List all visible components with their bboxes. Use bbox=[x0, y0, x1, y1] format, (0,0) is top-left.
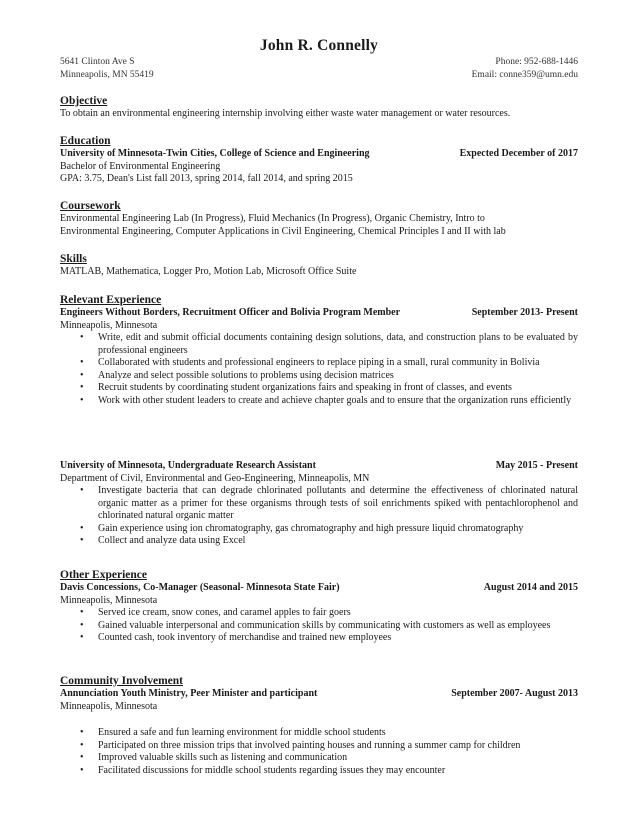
degree: Bachelor of Environmental Engineering bbox=[60, 160, 221, 172]
bullet-item: • Investigate bacteria that can degrade chlorinated pollutants and determine the effectiveness of chlorinated natural organic matter as a primer for these organisms through tests of soil enrichments spiked with pentachlorophenol and chlorinated natural organic matter bbox=[80, 485, 578, 521]
relevant-experience-heading: Relevant Experience bbox=[60, 294, 162, 306]
bullet-item: • Facilitated discussions for middle school students regarding issues they may encounter bbox=[80, 764, 446, 776]
bullet-glyph: • bbox=[80, 607, 84, 618]
bullet-item: • Gain experience using ion chromatography, gas chromatography and high pressure liquid chromatography bbox=[80, 522, 524, 534]
address-line-1: 5641 Clinton Ave S bbox=[60, 57, 135, 67]
bullet-item: • Work with other student leaders to create and achieve chapter goals and to ensure that the organization runs efficiently bbox=[80, 394, 572, 406]
job-date: September 2007- August 2013 bbox=[451, 688, 578, 699]
bullet-item: • Participated on three mission trips that involved painting houses and running a summer camp for children bbox=[80, 739, 521, 751]
bullet-item: • Counted cash, took inventory of merchandise and trained new employees bbox=[80, 632, 392, 643]
community-involvement-heading: Community Involvement bbox=[60, 675, 183, 687]
job-title: Engineers Without Borders, Recruitment Officer and Bolivia Program Member bbox=[60, 307, 401, 318]
job-location: Minneapolis, Minnesota bbox=[60, 319, 158, 331]
bullet-item: • Improved valuable skills such as listening and communication bbox=[80, 752, 348, 763]
job-date: September 2013- Present bbox=[471, 307, 578, 318]
community-involvement-section bbox=[60, 674, 578, 777]
bullet-item: • Collect and analyze data using Excel bbox=[80, 535, 246, 546]
coursework-section bbox=[60, 199, 578, 238]
skills-text: MATLAB, Mathematica, Logger Pro, Motion Lab, Microsoft Office Suite bbox=[60, 266, 357, 277]
job-title: Davis Concessions, Co-Manager (Seasonal- Minnesota State Fair) bbox=[60, 582, 340, 593]
job-header bbox=[60, 688, 578, 701]
job-header bbox=[60, 460, 578, 473]
gpa: GPA: 3.75, Dean's List fall 2013, spring 2014, fall 2014, and spring 2015 bbox=[60, 173, 353, 184]
bullet-glyph: • bbox=[80, 394, 84, 406]
coursework-line-1: Environmental Engineering Lab (In Progress), Fluid Mechanics (In Progress), Organic Chemistry, Intro to bbox=[60, 213, 485, 224]
applicant-name: John R. Connelly bbox=[259, 37, 379, 54]
other-experience-heading: Other Experience bbox=[60, 569, 147, 581]
bullet-glyph: • bbox=[80, 764, 84, 776]
bullet-item: • Collaborated with students and professional engineers to replace piping in a small, rural community in Bolivia bbox=[80, 357, 540, 368]
bullet-glyph: • bbox=[80, 632, 84, 643]
job-bullets bbox=[60, 727, 578, 777]
bullet-glyph: • bbox=[80, 727, 84, 738]
bullet-glyph: • bbox=[80, 619, 84, 631]
job-bullets bbox=[60, 332, 578, 407]
job-location: Minneapolis, Minnesota bbox=[60, 594, 158, 606]
coursework-line-2: Environmental Engineering, Computer Applications in Civil Engineering, Chemical Principles I and II with lab bbox=[60, 225, 506, 237]
job-header bbox=[60, 582, 578, 595]
bullet-glyph: • bbox=[80, 369, 84, 381]
graduation-date: Expected December of 2017 bbox=[459, 148, 578, 159]
objective-section bbox=[60, 94, 578, 121]
bullet-glyph: • bbox=[80, 739, 84, 751]
other-experience-section bbox=[60, 568, 578, 645]
bullet-item: • Write, edit and submit official documents containing design solutions, data, and construction plans to be evaluated by professional engineers bbox=[80, 332, 578, 356]
job-location: Department of Civil, Environmental and Geo-Engineering, Minneapolis, MN bbox=[60, 472, 370, 484]
bullet-item: • Served ice cream, snow cones, and caramel apples to fair goers bbox=[80, 607, 351, 618]
education-school-row bbox=[60, 148, 578, 161]
job-date: August 2014 and 2015 bbox=[483, 582, 578, 593]
address-line-2: Minneapolis, MN 55419 bbox=[60, 70, 154, 80]
bullet-item: • Gained valuable interpersonal and communication skills by communicating with customers as well as employees bbox=[80, 619, 551, 631]
job-title: University of Minnesota, Undergraduate Research Assistant bbox=[60, 460, 316, 471]
skills-heading: Skills bbox=[60, 253, 87, 265]
bullet-glyph: • bbox=[80, 752, 84, 763]
education-heading: Education bbox=[60, 135, 111, 147]
bullet-glyph: • bbox=[80, 535, 84, 546]
relevant-experience-section bbox=[60, 293, 578, 407]
education-section bbox=[60, 134, 578, 186]
job-title: Annunciation Youth Ministry, Peer Minister and participant bbox=[60, 688, 318, 699]
bullet-glyph: • bbox=[80, 332, 84, 343]
bullet-item: • Analyze and select possible solutions to problems using decision matrices bbox=[80, 369, 394, 381]
job-header bbox=[60, 307, 578, 320]
bullet-glyph: • bbox=[80, 357, 84, 368]
phone: Phone: 952-688-1446 bbox=[495, 57, 578, 67]
research-job bbox=[60, 460, 578, 548]
bullet-glyph: • bbox=[80, 522, 84, 534]
school-name: University of Minnesota-Twin Cities, College of Science and Engineering bbox=[60, 148, 370, 159]
bullet-glyph: • bbox=[80, 382, 84, 393]
job-date: May 2015 - Present bbox=[495, 460, 578, 471]
coursework-heading: Coursework bbox=[60, 200, 121, 212]
objective-text: To obtain an environmental engineering internship involving either waste water management or water resources. bbox=[60, 108, 511, 119]
contact-block bbox=[60, 56, 578, 82]
bullet-item: • Recruit students by coordinating student organizations fairs and speaking in front of classes, and events bbox=[80, 382, 512, 393]
bullet-item: • Ensured a safe and fun learning environment for middle school students bbox=[80, 727, 386, 738]
objective-heading: Objective bbox=[60, 95, 108, 107]
job-location: Minneapolis, Minnesota bbox=[60, 700, 158, 712]
job-bullets bbox=[60, 485, 578, 548]
skills-section bbox=[60, 252, 578, 279]
job-bullets bbox=[60, 607, 578, 645]
email: Email: conne359@umn.edu bbox=[471, 70, 578, 80]
bullet-glyph: • bbox=[80, 485, 84, 496]
